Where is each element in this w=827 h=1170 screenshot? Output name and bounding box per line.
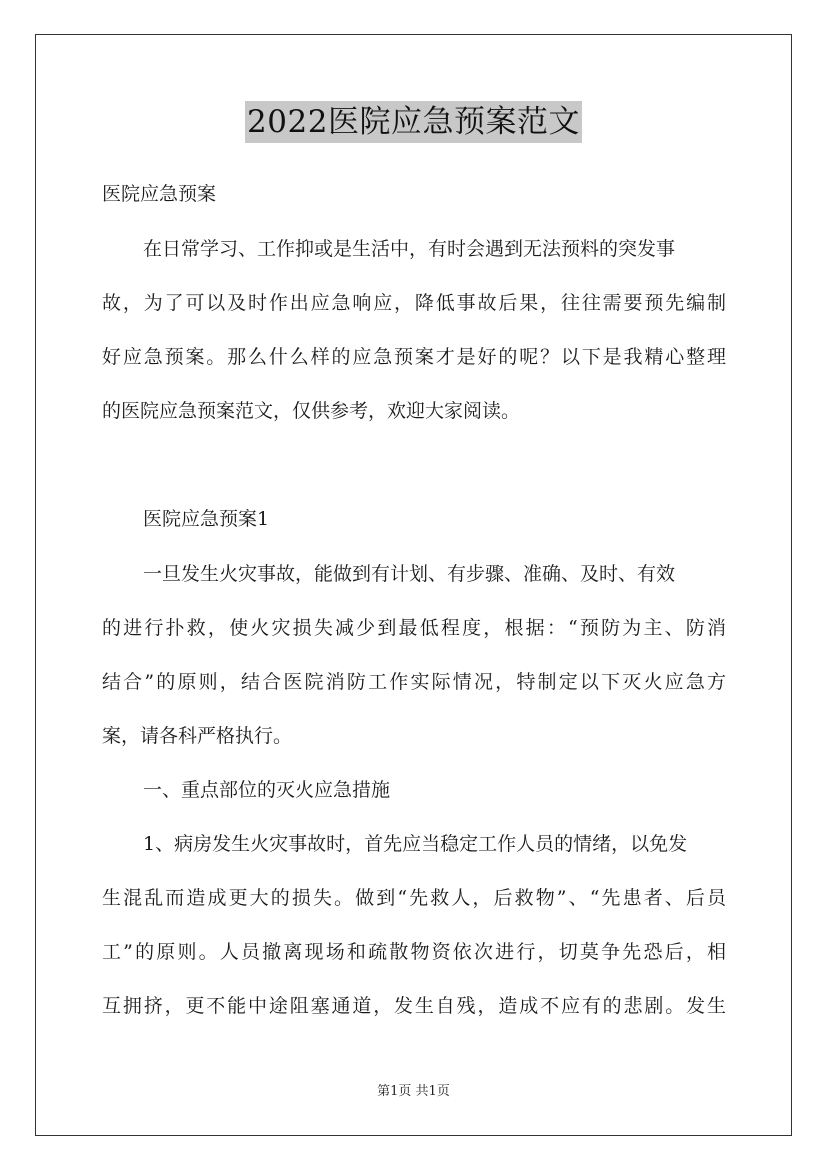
paragraph-line: 结合”的原则，结合医院消防工作实际情况，特制定以下灭火应急方 <box>102 671 726 693</box>
paragraph-line: 的医院应急预案范文，仅供参考，欢迎大家阅读。 <box>102 400 521 422</box>
paragraph-line: 案，请各科严格执行。 <box>102 725 293 747</box>
paragraph-line: 互拥挤，更不能中途阻塞通道，发生自残，造成不应有的悲剧。发生 <box>102 995 726 1017</box>
page-footer: 第1页 共1页 <box>377 1084 450 1099</box>
paragraph-line: 工”的原则。人员撤离现场和疏散物资依次进行，切莫争先恐后，相 <box>102 941 726 963</box>
section-heading: 医院应急预案 <box>102 183 217 205</box>
title-container <box>0 101 827 143</box>
paragraph-line: 的进行扑救，使火灾损失减少到最低程度，根据：“预防为主、防消 <box>102 617 726 639</box>
subsection-heading: 医院应急预案1 <box>143 508 270 530</box>
paragraph-line: 生混乱而造成更大的损失。做到“先救人，后救物”、“先患者、后员 <box>102 887 726 909</box>
list-heading: 一、重点部位的灭火应急措施 <box>143 779 391 801</box>
paragraph-line: 在日常学习、工作抑或是生活中，有时会遇到无法预料的突发事 <box>143 238 676 260</box>
paragraph-line: 好应急预案。那么什么样的应急预案才是好的呢？以下是我精心整理 <box>102 346 726 368</box>
paragraph-line: 1、病房发生火灾事故时，首先应当稳定工作人员的情绪，以免发 <box>143 833 688 855</box>
paragraph-line: 一旦发生火灾事故，能做到有计划、有步骤、准确、及时、有效 <box>143 563 676 585</box>
document-title: 2022医院应急预案范文 <box>245 101 582 143</box>
paragraph-line: 故，为了可以及时作出应急响应，降低事故后果，往往需要预先编制 <box>102 292 726 314</box>
